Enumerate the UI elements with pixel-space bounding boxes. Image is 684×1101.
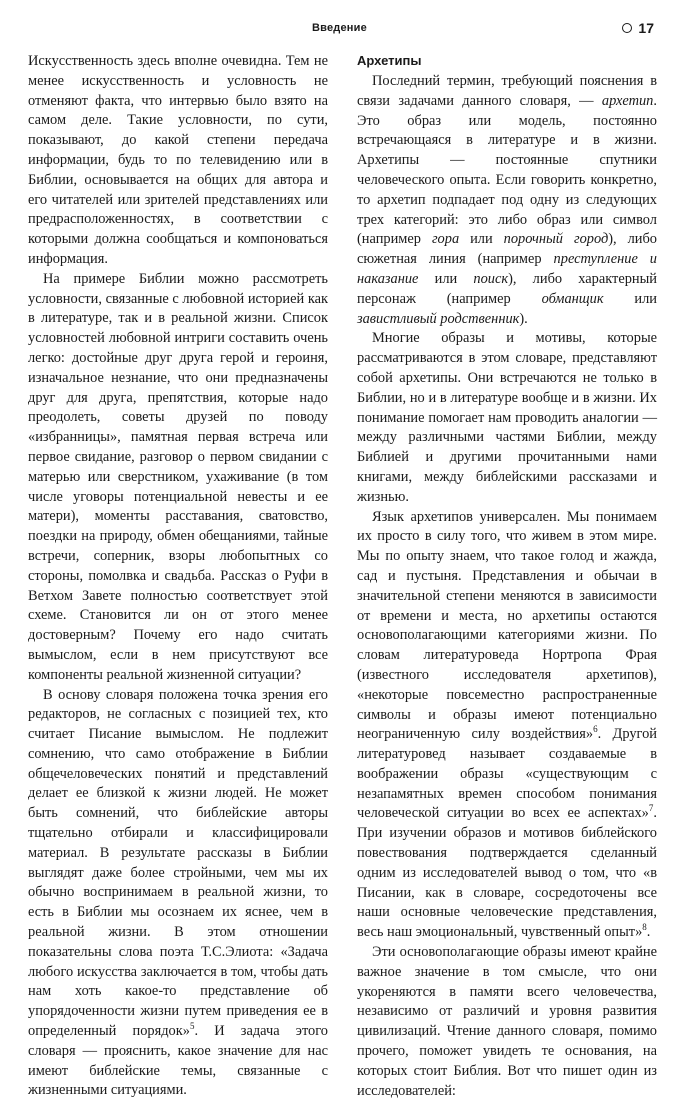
emphasis: обманщик bbox=[542, 291, 604, 307]
text-run: . Это образ или модель, постоянно встречающаяся в литературе и в жизни. Архетипы — постоянные спутники человеческого опыта. Если говорить конкретно, то архетип подпадает под одну из следующих трех категорий: это либо образ или символ (например bbox=[357, 93, 657, 248]
text-run: . bbox=[647, 924, 651, 940]
paragraph: Многие образы и мотивы, которые рассматриваются в этом словаре, представляют собой архетипы. Они встречаются не только в Библии, но и в литературе вообще и в жизни. Их понимание помогает нам проводить аналогии — между различными частями Библии, между Библией и другими прочитанными нами книгами, между библейскими рассказами и жизнью. bbox=[357, 329, 657, 507]
footnote-ref: 5 bbox=[190, 1021, 195, 1031]
emphasis: поиск bbox=[473, 271, 508, 287]
left-column bbox=[28, 52, 328, 1101]
emphasis: завистливый родственник bbox=[357, 311, 519, 327]
text-run: или bbox=[459, 231, 504, 247]
section-title: Архетипы bbox=[357, 52, 657, 70]
text-run: ), либо сюжетная линия (например bbox=[357, 231, 657, 267]
paragraph bbox=[28, 686, 328, 1101]
circle-icon bbox=[622, 23, 632, 33]
page-number: 17 bbox=[638, 20, 654, 36]
page-number-block bbox=[622, 20, 654, 36]
paragraph: На примере Библии можно рассмотреть условности, связанные с любовной историей как в литературе, так и в реальной жизни. Список условностей любовной интриги составить очень легко: достойные друг друга герой и героиня, изначальное незнание, что они предназначены друг для друга, препятствия, которые надо преодолеть, советы друзей по поводу «избранницы», памятная первая встреча или первое свидание, разговор о первом свидании с матерью или сверстником, ухаживание (в том числе уговоры потенциальной невесты и ее матери), моменты расставания, сватовство, поездки на природу, обмен обещаниями, тайные встречи, соперник, взоры любопытных со стороны, помолвка и свадьба. Рассказ о Руфи в Ветхом Завете полностью соответствует этой схеме. Становится ли он от этого менее достоверным? Почему его надо считать вымыслом, если в нем присутствуют все компоненты реальной жизненной ситуации? bbox=[28, 270, 328, 686]
paragraph: Эти основополагающие образы имеют крайне важное значение в том смысле, что они укореняются в памяти всего человечества, независимо от различий и уровня развития цивилизаций. Чтение данного словаря, помимо прочего, поможет увидеть те основания, на которых стоит Библия. Вот что пишет один из исследователей: bbox=[357, 943, 657, 1101]
chapter-title: Введение bbox=[312, 22, 367, 34]
paragraph bbox=[357, 72, 657, 329]
text-run: Последний термин, требующий пояснения в связи задачами данного словаря, — bbox=[357, 73, 657, 109]
text-run: или bbox=[604, 291, 657, 307]
footnote-ref: 7 bbox=[649, 804, 654, 814]
text-run: Язык архетипов универсален. Мы понимаем их просто в силу того, что живем в этом мире. Мы по опыту знаем, что такое голод и жажда, сад и пустыня. Представления и обычаи в значительной степени меняются в зависимости от времени и места, но архетипы остаются основополагающими категориями жизни. По словам литературоведа Нортропа Фрая (известного исследователя архетипов), «некоторые повсеместно распространенные символы и образы имеют потенциально неограниченную силу воздействия» bbox=[357, 509, 657, 743]
paragraph-text: . И задача этого словаря — прояснить, какое значение для нас имеют библейские темы, связанные с жизненными ситуациями. bbox=[28, 1023, 328, 1098]
emphasis: порочный город bbox=[504, 231, 609, 247]
text-run: ). bbox=[519, 311, 527, 327]
text-run: . Другой литературовед называет создаваемые в воображении образы «существующим с незапамятных времен способом понимания человеческой ситуации во всех ее аспектах» bbox=[357, 726, 657, 821]
text-run: или bbox=[418, 271, 473, 287]
text-run: . При изучении образов и мотивов библейского повествования подтверждается сделанный одним из исследователей вывод о том, что «в Писании, как в словаре, сосредоточены все наши основные человеческие представления, весь наш эмоциональный, чувственный опыт» bbox=[357, 805, 657, 940]
paragraph bbox=[357, 508, 657, 944]
footnote-ref: 6 bbox=[593, 725, 598, 735]
right-column bbox=[357, 52, 657, 1101]
emphasis: гора bbox=[432, 231, 459, 247]
footnote-ref: 8 bbox=[642, 922, 647, 932]
paragraph-text: В основу словаря положена точка зрения его редакторов, не согласных с позицией тех, кто считает Писание вымыслом. Не подлежит сомнению, что само отображение в Библии общечеловеческих понятий и представлений делает ее близкой к жизни людей. Не может быть сомнений, что библейские авторы тщательно отбирали и классифицировали материал. В результате рассказы в Библии выглядят даже более стройными, чем мы их обычно воспринимаем в реальной жизни, то есть в Библии мы осознаем их яснее, чем в реальной жизни. В этом отношении показательны слова поэта Т.С.Элиота: «Задача любого искусства заключается в том, чтобы дать нам хоть какое-то представление об упорядоченности жизни путем приведения ее в определенный порядок» bbox=[28, 687, 328, 1040]
emphasis: архетип bbox=[602, 93, 653, 109]
running-header bbox=[0, 20, 684, 40]
emphasis: преступление и наказание bbox=[357, 251, 657, 287]
text-run: ), либо характерный персонаж (например bbox=[357, 271, 657, 307]
paragraph: Искусственность здесь вполне очевидна. Тем не менее искусственность и условность не отменяют факта, что интервью было взято на самом деле. Такие условности, по сути, показывают, до какой степени передача информации, будь то по телевидению или в Библии, основывается на общих для автора и его читателей или зрителей представлениях или предрасположенностях, в соответствии с которыми должна сообщаться и компоноваться информация. bbox=[28, 52, 328, 270]
